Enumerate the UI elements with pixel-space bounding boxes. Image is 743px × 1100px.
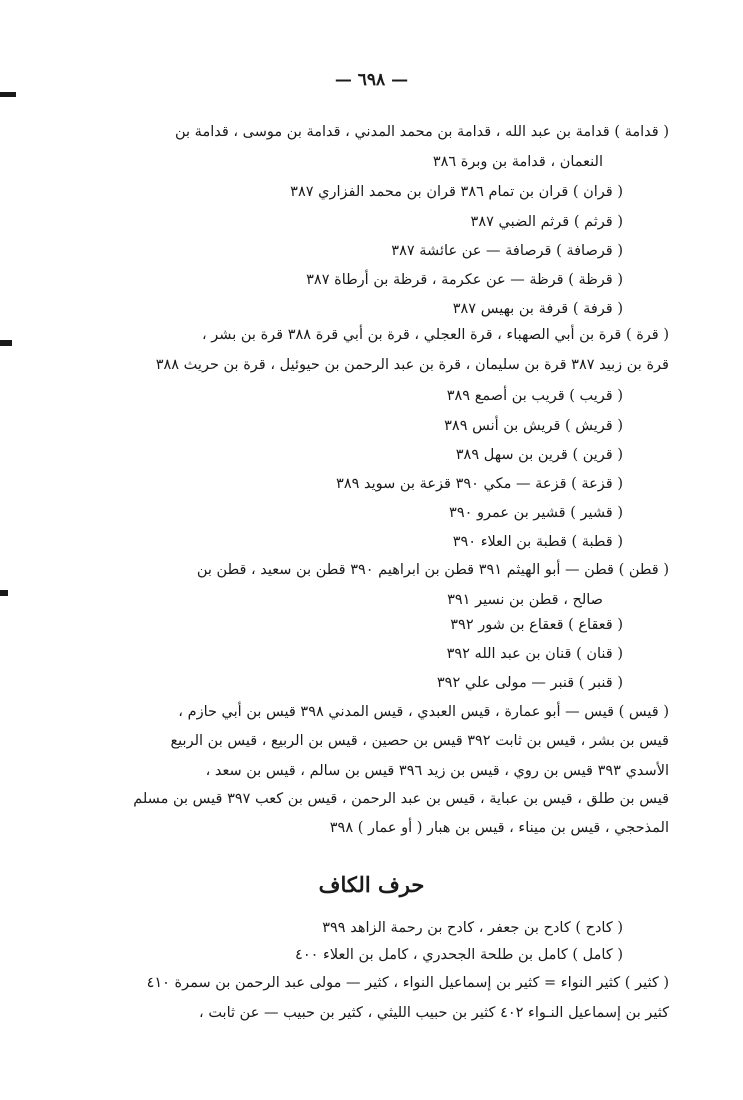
scan-edge-mark-bottom bbox=[0, 590, 8, 596]
index-line: ( قشير ) قشير بن عمرو ٣٩٠ bbox=[449, 505, 623, 521]
index-line: ( قنان ) قنان بن عبد الله ٣٩٢ bbox=[446, 646, 623, 662]
index-line: ( قعقاع ) قعقاع بن شور ٣٩٢ bbox=[450, 617, 623, 633]
index-line: ( قنبر ) قنبر — مولى علي ٣٩٢ bbox=[436, 675, 623, 691]
index-line: قرة بن زبيد ٣٨٧ قرة بن سليمان ، قرة بن عبد الرحمن بن حيوئيل ، قرة بن حريث ٣٨٨ bbox=[155, 357, 669, 373]
index-line: ( قرين ) قرين بن سهل ٣٨٩ bbox=[455, 447, 623, 463]
index-line: ( قرظة ) قرظة — عن عكرمة ، قرظة بن أرطاة ٣٨٧ bbox=[306, 272, 623, 288]
index-line: ( كادح ) كادح بن جعفر ، كادح بن رحمة الزاهد ٣٩٩ bbox=[322, 920, 623, 936]
index-line: قيس بن طلق ، قيس بن عباية ، قيس بن عبد الرحمن ، قيس بن كعب ٣٩٧ قيس بن مسلم bbox=[133, 791, 669, 807]
scan-edge-mark-middle bbox=[0, 340, 12, 346]
index-line: ( قطن ) قطن — أبو الهيثم ٣٩١ قطن بن ابراهيم ٣٩٠ قطن بن سعيد ، قطن بن bbox=[196, 562, 669, 578]
index-line: ( قران ) قران بن تمام ٣٨٦ قران بن محمد الفزاري ٣٨٧ bbox=[290, 184, 623, 200]
section-title: حرف الكاف bbox=[318, 872, 425, 897]
page-number: — ٦٩٨ — bbox=[334, 70, 409, 90]
scan-edge-mark-top bbox=[0, 92, 16, 97]
index-line: ( قرة ) قرة بن أبي الصهباء ، قرة العجلي ، قرة بن أبي قرة ٣٨٨ قرة بن بشر ، bbox=[202, 327, 669, 343]
index-line: ( قزعة ) قزعة — مكي ٣٩٠ قزعة بن سويد ٣٨٩ bbox=[336, 476, 623, 492]
index-line: ( قريش ) قريش بن أنس ٣٨٩ bbox=[444, 418, 623, 434]
index-line: ( قيس ) قيس — أبو عمارة ، قيس العبدي ، قيس المدني ٣٩٨ قيس بن أبي حازم ، bbox=[178, 704, 669, 720]
index-line: الأسدي ٣٩٣ قيس بن روي ، قيس بن زيد ٣٩٦ قيس بن سالم ، قيس بن سعد ، bbox=[205, 763, 669, 779]
index-line: ( قدامة ) قدامة بن عبد الله ، قدامة بن محمد المدني ، قدامة بن موسى ، قدامة بن bbox=[174, 124, 669, 140]
index-line: ( كامل ) كامل بن طلحة الجحدري ، كامل بن العلاء ٤٠٠ bbox=[295, 947, 623, 963]
index-line: قيس بن بشر ، قيس بن ثابت ٣٩٢ قيس بن حصين ، قيس بن الربيع ، قيس بن الربيع bbox=[170, 733, 669, 749]
index-line: صالح ، قطن بن نسير ٣٩١ bbox=[447, 592, 603, 608]
index-line: المذحجي ، قيس بن ميناء ، قيس بن هبار ( أو عمار ) ٣٩٨ bbox=[329, 820, 669, 836]
index-line: كثير بن إسماعيل النـواء ٤٠٢ كثير بن حبيب الليثي ، كثير بن حبيب — عن ثابت ، bbox=[199, 1005, 669, 1021]
index-line: ( كثير ) كثير النواء = كثير بن إسماعيل النواء ، كثير — مولى عبد الرحمن بن سمرة ٤١٠ bbox=[146, 975, 669, 991]
index-line: ( قرصافة ) قرصافة — عن عائشة ٣٨٧ bbox=[391, 243, 623, 259]
index-line: ( قريب ) قريب بن أصمع ٣٨٩ bbox=[446, 388, 623, 404]
index-line: ( قرثم ) قرثم الضبي ٣٨٧ bbox=[470, 214, 623, 230]
index-line: ( قرفة ) قرفة بن بهيس ٣٨٧ bbox=[452, 301, 623, 317]
index-line: ( قطبة ) قطبة بن العلاء ٣٩٠ bbox=[452, 534, 623, 550]
index-line: النعمان ، قدامة بن وبرة ٣٨٦ bbox=[432, 154, 603, 170]
